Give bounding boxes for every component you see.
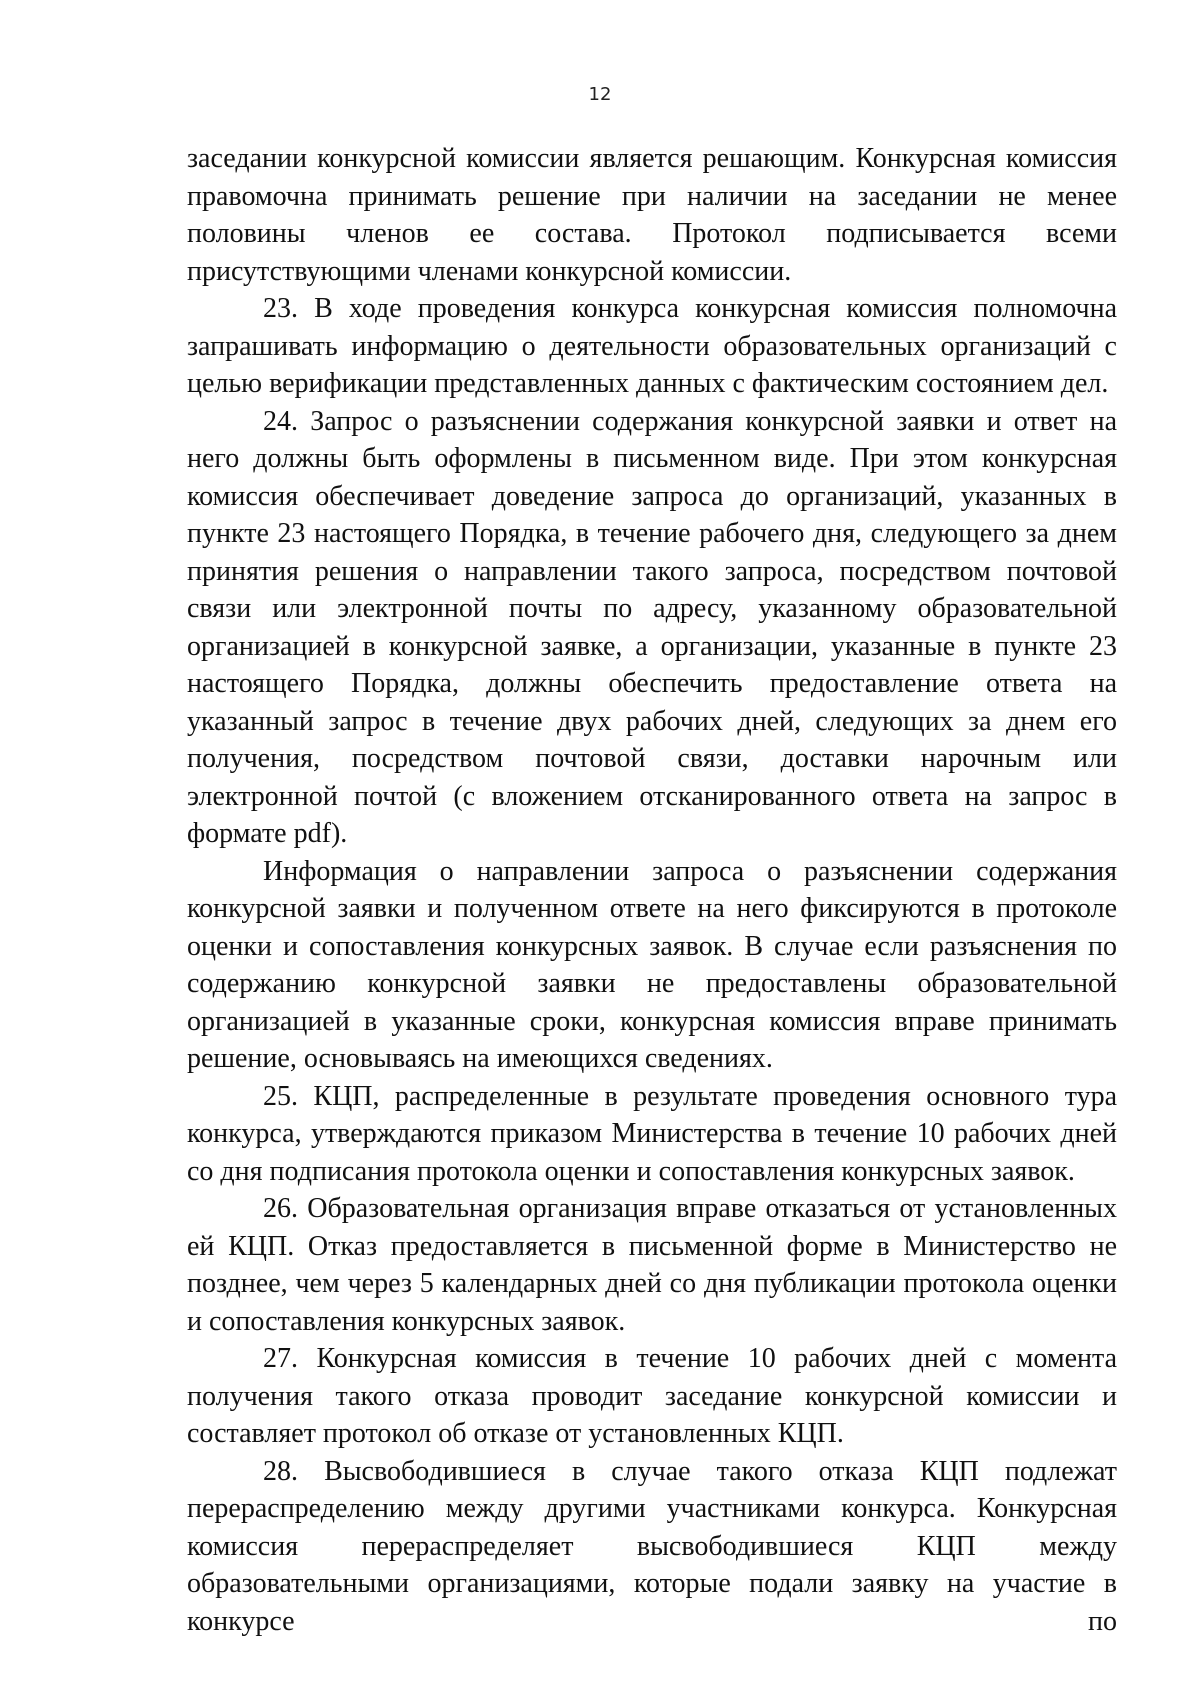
paragraph-item-24: 24. Запрос о разъяснении содержания конкурсной заявки и ответ на него должны быть оформлены в письменном виде. При этом конкурсная комиссия обеспечивает доведение запроса до организаций, указанных в пункте 23 настоящего Порядка, в течение рабочего дня, следующего за днем принятия решения о направлении такого запроса, посредством почтовой связи или электронной почты по адресу, указанному образовательной организацией в конкурсной заявке, а организации, указанные в пункте 23 настоящего Порядка, должны обеспечить предоставление ответа на указанный запрос в течение двух рабочих дней, следующих за днем его получения, посредством почтовой связи, доставки нарочным или электронной почтой (с вложением отсканированного ответа на запрос в формате pdf).	[187, 405, 1117, 849]
paragraph-item-28: 28. Высвободившиеся в случае такого отказа КЦП подлежат перераспределению между другими участниками конкурса. Конкурсная комиссия перераспределяет высвободившиеся КЦП между образовательными организациями, которые подали заявку на участие в конкурсе по	[187, 1455, 1117, 1637]
paragraph-item-27: 27. Конкурсная комиссия в течение 10 рабочих дней с момента получения такого отказа проводит заседание конкурсной комиссии и составляет протокол об отказе от установленных КЦП.	[187, 1343, 1117, 1449]
paragraph-information: Информация о направлении запроса о разъяснении содержания конкурсной заявки и полученном ответе на него фиксируются в протоколе оценки и сопоставления конкурсных заявок. В случае если разъяснения по содержанию конкурсной заявки не предоставлены образовательной организацией в указанные сроки, конкурсная комиссия вправе принимать решение, основываясь на имеющихся сведениях.	[187, 855, 1117, 1074]
paragraph-continuation: заседании конкурсной комиссии является решающим. Конкурсная комиссия правомочна принимать решение при наличии на заседании не менее половины членов ее состава. Протокол подписывается всеми присутствующими членами конкурсной комиссии.	[187, 143, 1117, 287]
paragraph-item-23: 23. В ходе проведения конкурса конкурсная комиссия полномочна запрашивать информацию о деятельности образовательных организаций с целью верификации представленных данных с фактическим состоянием дел.	[187, 293, 1117, 399]
page-number: 12	[588, 84, 612, 105]
document-body	[187, 140, 1117, 1640]
paragraph-item-26: 26. Образовательная организация вправе отказаться от установленных ей КЦП. Отказ предоставляется в письменной форме в Министерство не позднее, чем через 5 календарных дней со дня публикации протокола оценки и сопоставления конкурсных заявок.	[187, 1193, 1117, 1337]
paragraph-item-25: 25. КЦП, распределенные в результате проведения основного тура конкурса, утверждаются приказом Министерства в течение 10 рабочих дней со дня подписания протокола оценки и сопоставления конкурсных заявок.	[187, 1080, 1117, 1187]
